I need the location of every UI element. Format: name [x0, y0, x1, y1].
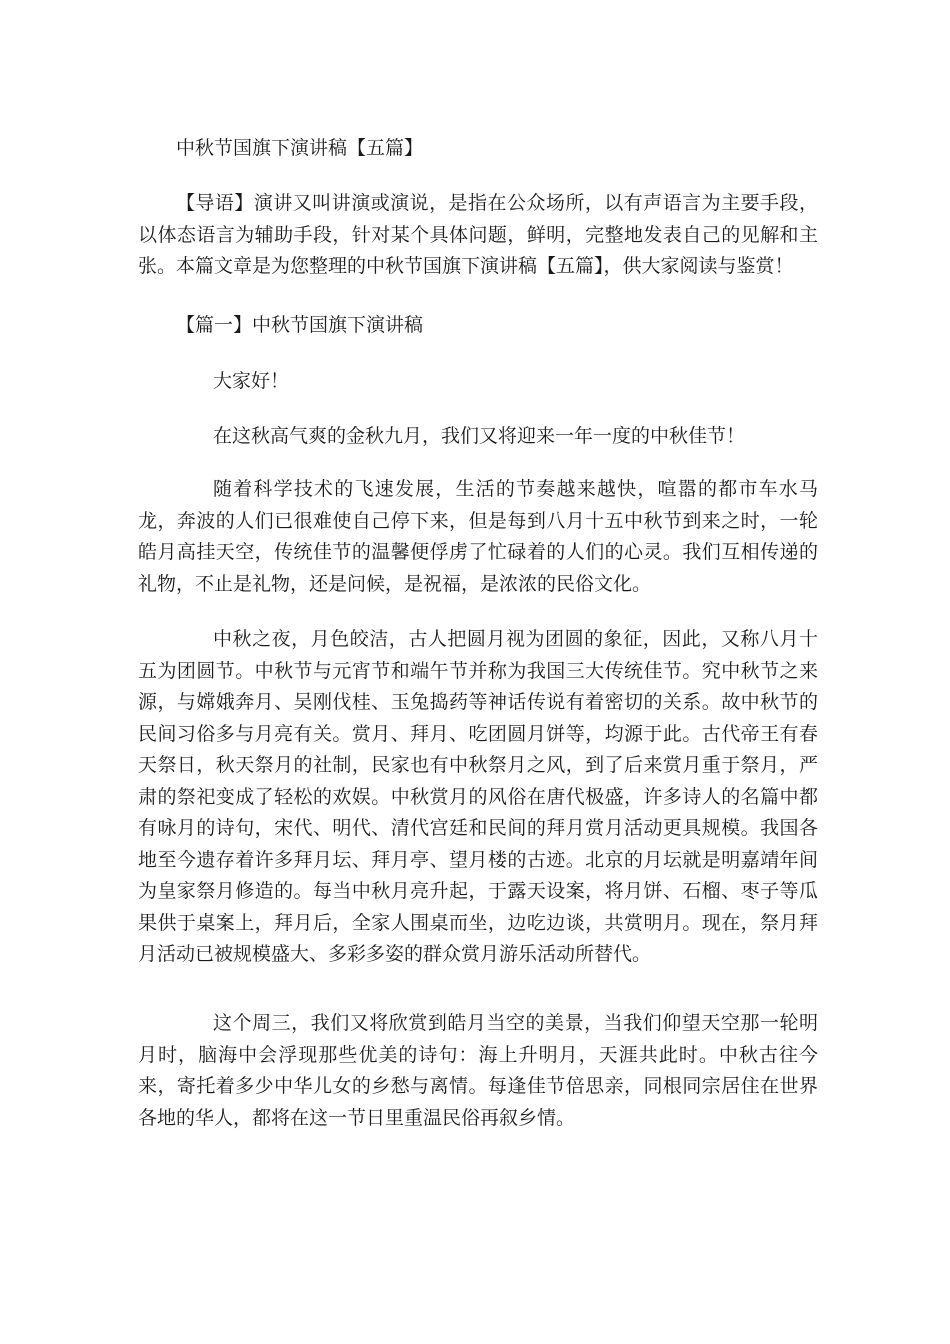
body-paragraph: 这个周三，我们又将欣赏到皓月当空的美景，当我们仰望天空那一轮明月时，脑海中会浮现那些优美的诗句：海上升明月，天涯共此时。中秋古往今来，寄托着多少中华儿女的乡愁与离情。每逢佳节倍思亲，同根同宗居住在世界各地的华人，都将在这一节日里重温民俗再叙乡情。 [138, 1012, 818, 1129]
intro-paragraph: 【导语】演讲又叫讲演或演说，是指在公众场所，以有声语言为主要手段，以体态语言为辅助手段，针对某个具体问题，鲜明，完整地发表自己的见解和主张。本篇文章是为您整理的中秋节国旗下演讲稿【五篇】，供大家阅读与鉴赏！ [138, 192, 818, 277]
body-paragraph: 中秋之夜，月色皎洁，古人把圆月视为团圆的象征，因此，又称八月十五为团圆节。中秋节与元宵节和端午节并称为我国三大传统佳节。究中秋节之来源，与嫦娥奔月、吴刚伐桂、玉兔捣药等神话传说有着密切的关系。故中秋节的民间习俗多与月亮有关。赏月、拜月、吃团圆月饼等，均源于此。古代帝王有春天祭日，秋天祭月的社制，民家也有中秋祭月之风，到了后来赏月重于祭月，严肃的祭祀变成了轻松的欢娱。中秋赏月的风俗在唐代极盛，许多诗人的名篇中都有咏月的诗句，宋代、明代、清代宫廷和民间的拜月赏月活动更具规模。我国各地至今遗存着许多拜月坛、拜月亭、望月楼的古迹。北京的月坛就是明嘉靖年间为皇家祭月修造的。每当中秋月亮升起，于露天设案，将月饼、石榴、枣子等瓜果供于桌案上，拜月后，全家人围桌而坐，边吃边谈，共赏明月。现在，祭月拜月活动已被规模盛大、多彩多姿的群众赏月游乐活动所替代。 [138, 628, 818, 965]
document-title: 中秋节国旗下演讲稿【五篇】 [176, 137, 424, 159]
opening-line: 在这秋高气爽的金秋九月，我们又将迎来一年一度的中秋佳节！ [213, 425, 746, 447]
body-paragraph: 随着科学技术的飞速发展，生活的节奏越来越快，喧嚣的都市车水马龙，奔波的人们已很难使自己停下来，但是每到八月十五中秋节到来之时，一轮皓月高挂天空，传统佳节的温馨便俘虏了忙碌着的人们的心灵。我们互相传递的礼物，不止是礼物，还是问候，是祝福，是浓浓的民俗文化。 [138, 478, 818, 595]
greeting-line: 大家好！ [213, 370, 290, 392]
section-heading: 【篇一】中秋节国旗下演讲稿 [176, 314, 424, 336]
